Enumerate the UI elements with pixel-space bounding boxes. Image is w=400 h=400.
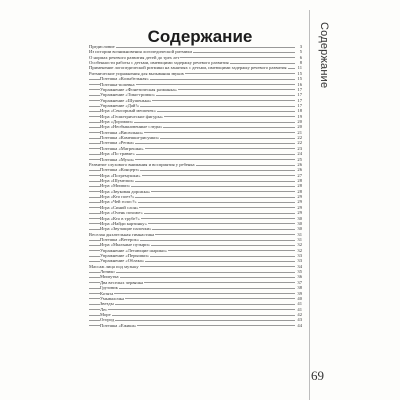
- toc-entry-label: Игра «Дорожки»: [100, 119, 134, 125]
- toc-entry-label: Потешка «Концерт»: [100, 167, 140, 173]
- toc-entry: [89, 323, 302, 328]
- toc-entry-page: 20: [297, 119, 302, 125]
- toc-entry-label: Игра «Необыкновенные следы»: [100, 124, 163, 130]
- toc-entry-label: Потешка-попевка: [100, 81, 135, 87]
- toc-entry-page: 39: [297, 290, 302, 296]
- toc-entry-label: Потешка «Колыбельная»: [100, 76, 149, 82]
- toc-entry-label: Потешка «Висюльки»: [100, 129, 144, 135]
- toc-entry-page: 21: [297, 129, 302, 135]
- toc-entry-label: Игра «Мишки»: [100, 183, 131, 189]
- toc-entry-page: 17: [297, 86, 302, 92]
- toc-entry-label: Потешка «Камешки-рисунки»: [100, 135, 160, 141]
- running-header: Содержание: [318, 22, 330, 89]
- toc-entry-page: 16: [297, 81, 302, 87]
- toc-entry-label: Грузовик: [100, 285, 118, 291]
- toc-entry-label: Игра «Чей голос?»: [100, 199, 137, 205]
- toc-entry-label: Развитие слухового внимания и восприятия у ребенка: [89, 161, 195, 167]
- toc-entry-page: 32: [297, 242, 302, 248]
- toc-entry-page: 22: [297, 140, 302, 146]
- toc-entry-page: 3: [299, 44, 302, 49]
- toc-entry-label: Упражнение «Летающие шарики»: [100, 247, 167, 253]
- toc-entry-label: Особенности работы с детьми, имеющими задержку речевого развития: [89, 60, 229, 66]
- toc-entry-page: 43: [297, 317, 302, 323]
- toc-entry-page: 30: [297, 215, 302, 221]
- toc-entry-page: 24: [297, 151, 302, 157]
- toc-entry-label: Потешка «Ежики»: [100, 322, 137, 328]
- toc-entry-page: 29: [297, 194, 302, 200]
- toc-entry-label: Море: [100, 311, 111, 317]
- toc-entry-label: Котята: [100, 290, 114, 296]
- toc-entry-label: Упражнение «Облака»: [100, 258, 145, 264]
- toc-entry-page: 17: [297, 97, 302, 103]
- table-of-contents: [89, 44, 302, 328]
- toc-entry-label: Игра «Найди картинку»: [100, 220, 147, 226]
- toc-entry-page: 15: [297, 70, 302, 76]
- toc-entry-page: 40: [297, 295, 302, 301]
- toc-entry-page: 23: [297, 145, 302, 151]
- toc-entry-page: 11: [297, 65, 302, 71]
- toc-entry-page: 41: [297, 301, 302, 307]
- toc-entry-label: Упражнение «Тики-громко»: [100, 92, 155, 98]
- toc-entry-label: Игра «Мыльные пузыри»: [100, 242, 150, 248]
- toc-entry-page: 28: [297, 177, 302, 183]
- toc-entry-label: Игра «Кто поет?»: [100, 194, 135, 200]
- toc-entry-label: Игра «По травке»: [100, 151, 135, 157]
- toc-entry-label: Применение логопедической ритмики на занятиях с детьми, имеющими задержку речевого развития: [89, 65, 287, 71]
- toc-entry-label: Игра «Шумелки»: [100, 177, 135, 183]
- toc-entry-label: Упражнение «Дай!»: [100, 102, 140, 108]
- toc-entry-page: 29: [297, 199, 302, 205]
- toc-entry-label: Веселая дыхательная гимнастика: [89, 231, 155, 237]
- toc-entry-label: Предисловие: [89, 44, 115, 49]
- toc-entry-label: Игра «Звучащие палочки»: [100, 226, 152, 232]
- page-title: Содержание: [147, 27, 253, 46]
- toc-entry-label: Игра «Очень похоже»: [100, 210, 143, 216]
- toc-entry-page: 25: [297, 156, 302, 162]
- toc-entry-page: 22: [297, 135, 302, 141]
- toc-entry-label: Игра «Погремушки»: [100, 172, 141, 178]
- toc-entry-label: Игра «Кто в трубе?»: [100, 215, 140, 221]
- toc-entry-page: 27: [297, 172, 302, 178]
- toc-entry-page: 18: [297, 108, 302, 114]
- toc-entry-label: О нормах речевого развития детей до трех лет: [89, 54, 180, 60]
- toc-entry-page: 17: [297, 102, 302, 108]
- toc-entry-page: 19: [297, 113, 302, 119]
- toc-entry-page: 29: [297, 210, 302, 216]
- toc-entry-label: Упражнение «Шушенька»: [100, 97, 152, 103]
- toc-entry-page: 41: [297, 306, 302, 312]
- toc-entry-page: 28: [297, 188, 302, 194]
- toc-entry-label: Упражнение «Перышки»: [100, 253, 149, 259]
- toc-entry-page: 42: [297, 311, 302, 317]
- toc-entry-page: 33: [297, 253, 302, 259]
- toc-entry-page: 36: [297, 274, 302, 280]
- toc-entry-label: Массаж лица под музыку: [89, 263, 139, 269]
- toc-entry-page: 6: [299, 54, 302, 60]
- toc-entry-page: 30: [297, 226, 302, 232]
- toc-entry-label: Мишутка: [100, 274, 119, 280]
- toc-entry-page: 44: [297, 322, 302, 328]
- toc-entry-page: 28: [297, 183, 302, 189]
- toc-entry-page: 26: [297, 167, 302, 173]
- toc-entry-page: 31: [297, 231, 302, 237]
- toc-entry-label: Ритмические упражнения для вызывания звуков: [89, 70, 184, 76]
- toc-entry-label: Потешка «Ветерок»: [100, 236, 140, 242]
- toc-entry-label: Игра «Геометрические фигуры»: [100, 113, 163, 119]
- toc-entry-label: Упражнение «Фонетическая разминка»: [100, 86, 177, 92]
- toc-entry-page: 26: [297, 161, 302, 167]
- toc-entry-page: 5: [299, 49, 302, 55]
- toc-entry-page: 34: [297, 263, 302, 269]
- toc-entry-label: Из истории возникновения логопедической ритмики: [89, 49, 193, 55]
- page-number: 69: [311, 368, 324, 383]
- toc-entry-label: Умывалочка: [100, 295, 125, 301]
- toc-entry-page: 38: [297, 285, 302, 291]
- toc-entry-page: 37: [297, 279, 302, 285]
- toc-entry-page: 33: [297, 258, 302, 264]
- toc-entry-page: 31: [297, 236, 302, 242]
- toc-entry-label: Игра «Сенсорный мешочек»: [100, 108, 156, 114]
- toc-entry-label: Игра «Звуковая дорожка»: [100, 188, 151, 194]
- toc-entry-page: 15: [297, 76, 302, 82]
- toc-entry-page: 35: [297, 269, 302, 275]
- toc-entry-page: 8: [299, 60, 302, 66]
- toc-entry-page: 32: [297, 247, 302, 253]
- toc-entry-label: Потешка «Репка»: [100, 140, 135, 146]
- toc-entry-label: Игра «Синий слон»: [100, 204, 139, 210]
- toc-entry-page: 20: [297, 124, 302, 130]
- toc-entry-page: 17: [297, 92, 302, 98]
- toc-entry-page: 30: [297, 220, 302, 226]
- toc-entry-label: Потешка «Мухи»: [100, 156, 135, 162]
- toc-entry-label: Личико: [100, 269, 115, 275]
- toc-entry-label: Огород: [100, 317, 115, 323]
- toc-entry-label: Два веселых червячка: [100, 279, 144, 285]
- toc-entry-page: 29: [297, 204, 302, 210]
- toc-entry-label: Потешка «Матрешки»: [100, 145, 144, 151]
- toc-entry-label: Лес: [100, 306, 108, 312]
- toc-entry-label: Звезды: [100, 301, 114, 307]
